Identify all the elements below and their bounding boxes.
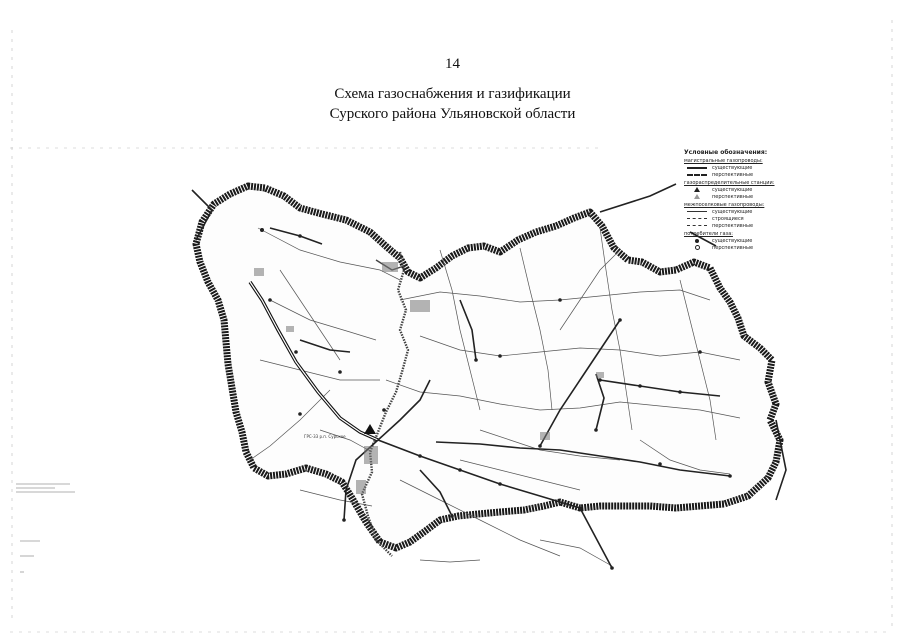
legend-item: существующие [684, 164, 796, 171]
consumer-existing-dot-icon [686, 238, 708, 244]
legend-item: строящиеся [684, 215, 796, 222]
pipeline-planned-line-icon [686, 172, 708, 178]
map-title-line-1: Схема газоснабжения и газификации [334, 86, 571, 102]
legend-item: существующие [684, 237, 796, 244]
legend-item: перспективные [684, 222, 796, 229]
station-planned-triangle-icon [686, 194, 708, 200]
legend-item: существующие [684, 208, 796, 215]
legend-item: существующие [684, 186, 796, 193]
legend-group-main-pipelines: магистральные газопроводы: [684, 158, 763, 164]
legend-heading: Условные обозначения: [684, 149, 768, 156]
map-legend [684, 150, 796, 251]
legend-group-distribution-stations: газораспределительные станции: [684, 180, 775, 186]
legend-group-gas-consumers: потребители газа: [684, 231, 733, 237]
inter-pipeline-under-construction-line-icon [686, 216, 708, 222]
legend-item: перспективные [684, 193, 796, 200]
station-existing-triangle-icon [686, 187, 708, 193]
pipeline-existing-line-icon [686, 165, 708, 171]
grs-label: ГРС-33 р.п. Сурское [304, 434, 346, 439]
legend-group-inter-settlement-pipelines: межпоселковые газопроводы: [684, 202, 765, 208]
map-title-line-2: Сурского района Ульяновской области [329, 106, 576, 122]
margin-marks [16, 484, 75, 572]
consumer-planned-dot-icon [686, 245, 708, 251]
inter-pipeline-existing-line-icon [686, 209, 708, 215]
legend-item: перспективные [684, 171, 796, 178]
inter-pipeline-planned-line-icon [686, 223, 708, 229]
legend-item: перспективные [684, 244, 796, 251]
page-number: 14 [445, 56, 460, 72]
